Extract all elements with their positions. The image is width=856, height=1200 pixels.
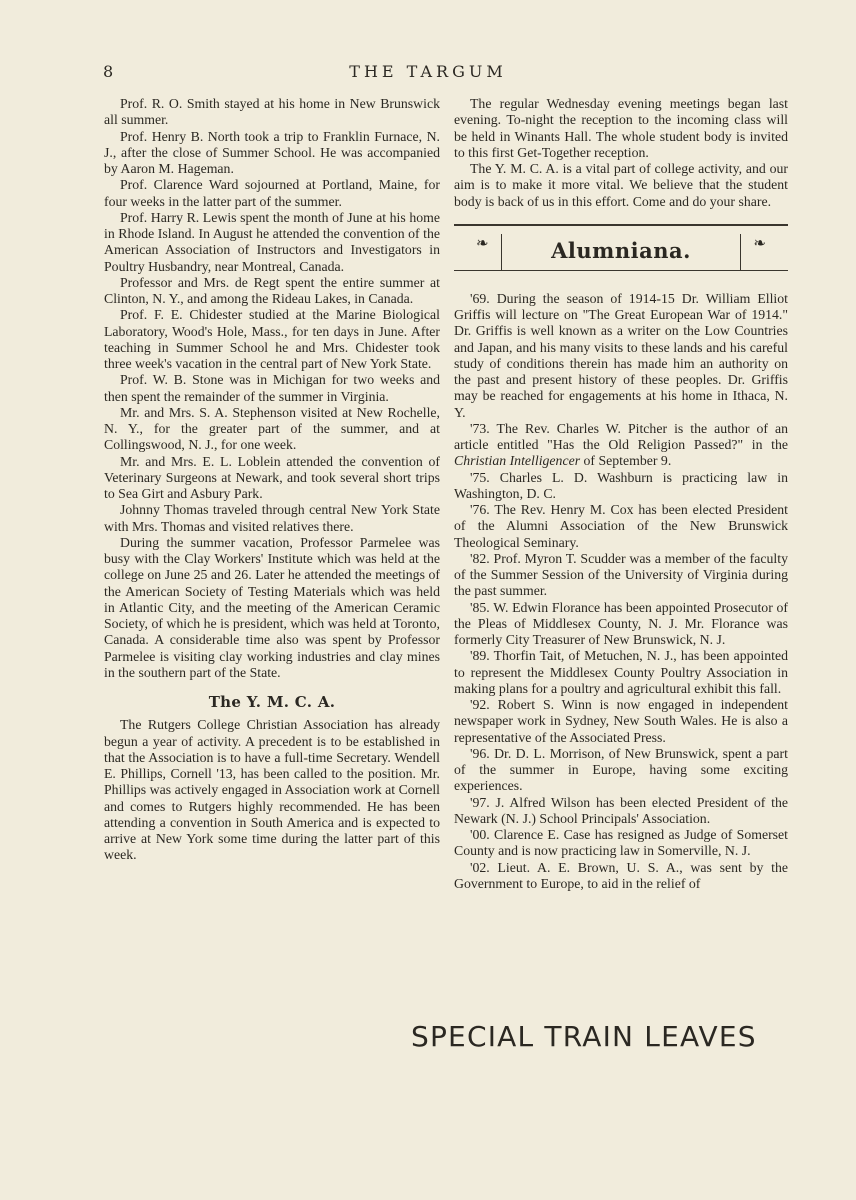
ymca-paragraph: The Y. M. C. A. is a vital part of college activity, and our aim is to make it more vital. We believe that the student body is back of us in this effort. Come and do your share. xyxy=(454,161,788,209)
news-paragraph: Prof. Harry R. Lewis spent the month of June at his home in Rhode Island. In August he attended the convention of the American Association of Instructors and Investigators in Poultry Husbandry, near Montreal, Canada. xyxy=(104,209,440,274)
alumni-note: '02. Lieut. A. E. Brown, U. S. A., was sent by the Government to Europe, to aid in the relief of xyxy=(454,859,788,891)
alumni-note xyxy=(454,421,788,470)
news-paragraph: Prof. Henry B. North took a trip to Franklin Furnace, N. J., after the close of Summer School. He was accompanied by Aaron M. Hageman. xyxy=(104,128,440,176)
alumni-note: '82. Prof. Myron T. Scudder was a member of the faculty of the Summer Session of the University of Virginia during the past summer. xyxy=(454,550,788,599)
news-paragraph: Prof. F. E. Chidester studied at the Marine Biological Laboratory, Wood's Hole, Mass., for ten days in June. After teaching in Summer School he and Mrs. Chidester took three week's vacation in the central part of New York State. xyxy=(104,307,440,371)
alumniana-title: Alumniana. xyxy=(551,237,691,263)
alumni-note: '75. Charles L. D. Washburn is practicing law in Washington, D. C. xyxy=(454,469,788,501)
alumni-note-text: '73. The Rev. Charles W. Pitcher is the author of an article entitled "Has the Old Religion Passed?" in the xyxy=(454,420,788,452)
news-paragraph: Professor and Mrs. de Regt spent the entire summer at Clinton, N. Y., and among the Rideau Lakes, in Canada. xyxy=(104,274,440,306)
right-column xyxy=(454,96,788,892)
alumni-note: '92. Robert S. Winn is now engaged in independent newspaper work in Sydney, New South Wales. He is also a representative of the Associated Press. xyxy=(454,697,788,745)
ymca-heading: The Y. M. C. A. xyxy=(208,693,336,711)
news-paragraph: Prof. Clarence Ward sojourned at Portland, Maine, for four weeks in the latter part of the summer. xyxy=(104,177,440,209)
news-paragraph: Mr. and Mrs. S. A. Stephenson visited at New Rochelle, N. Y., for the greater part of the summer, and at Collingswood, N. J., for one week. xyxy=(104,404,440,453)
banner-divider xyxy=(740,234,741,270)
alumni-note: '96. Dr. D. L. Morrison, of New Brunswick, spent a part of the summer in Europe, having some exciting experiences. xyxy=(454,745,788,794)
news-paragraph: Prof. R. O. Smith stayed at his home in New Brunswick all summer. xyxy=(104,96,440,128)
ornament-left-icon: ❧ xyxy=(476,235,489,252)
news-paragraph: Prof. W. B. Stone was in Michigan for two weeks and then spent the remainder of the summer in Virginia. xyxy=(104,372,440,404)
alumni-note: '00. Clarence E. Case has resigned as Judge of Somerset County and is now practicing law in Somerville, N. J. xyxy=(454,827,788,859)
alumni-note: '97. J. Alfred Wilson has been elected President of the Newark (N. J.) School Principals' Association. xyxy=(454,794,788,826)
ornament-right-icon: ❧ xyxy=(753,235,766,252)
left-column xyxy=(104,96,440,864)
page-number: 8 xyxy=(103,62,115,81)
news-paragraph: Mr. and Mrs. E. L. Loblein attended the convention of Veterinary Surgeons at Newark, and took several short trips to Sea Girt and Asbury Park. xyxy=(104,453,440,501)
ymca-paragraph: The regular Wednesday evening meetings began last evening. To-night the reception to the incoming class will be held in Winants Hall. The whole student body is invited to this first Get-Together reception. xyxy=(454,96,788,160)
news-paragraph: Johnny Thomas traveled through central New York State with Mrs. Thomas and visited relatives there. xyxy=(104,502,440,534)
news-paragraph: During the summer vacation, Professor Parmelee was busy with the Clay Workers' Institute which was held at the college on June 25 and 26. Later he attended the meetings of the American Society of Testing Materials which was held in Atlantic City, and the meeting of the American Ceramic Society, of which he is president, which was held at Toronto, Canada. A considerable time also was spent by Professor Parmelee is visiting clay working industries and clay mines in the southern part of the State. xyxy=(104,534,440,680)
alumniana-banner xyxy=(454,224,788,271)
running-head: THE TARGUM xyxy=(349,62,507,81)
banner-divider xyxy=(501,234,502,270)
alumni-note: '76. The Rev. Henry M. Cox has been elected President of the Alumni Association of the New Brunswick Theological Seminary. xyxy=(454,502,788,550)
alumni-note: '89. Thorfin Tait, of Metuchen, N. J., has been appointed to represent the Middlesex County Poultry Association in making plans for a poultry and agricultural exhibit this fall. xyxy=(454,648,788,696)
alumni-note: '85. W. Edwin Florance has been appointed Prosecutor of the Pleas of Middlesex County, N. J. Mr. Florance was formerly City Treasurer of New Brunswick, N. J. xyxy=(454,599,788,647)
alumni-note: '69. During the season of 1914-15 Dr. William Elliot Griffis will lecture on "The Great European War of 1914." Dr. Griffis is well known as a writer on the Low Countries and Japan, and his many visits to these lands and his careful study of conditions therein has made him an authority on the past and present history of these peoples. Dr. Griffis may be reached for engagements at his home in Ithaca, N. Y. xyxy=(454,290,788,420)
train-advertisement-heading: SPECIAL TRAIN LEAVES xyxy=(411,1020,757,1053)
publication-title: Christian Intelligencer xyxy=(454,453,581,469)
alumni-note-text: of September 9. xyxy=(580,453,672,469)
ymca-paragraph: The Rutgers College Christian Association has already begun a year of activity. A precedent is to be established in that the Association is to have a full-time Secretary. Wendell E. Phillips, Cornell '13, has been called to the position. Mr. Phillips was actively engaged in Association work at Cornell and comes to Rutgers highly recommended. He has been attending a convention in South America and is expected to arrive at New York some time during the latter part of this week. xyxy=(104,717,440,863)
